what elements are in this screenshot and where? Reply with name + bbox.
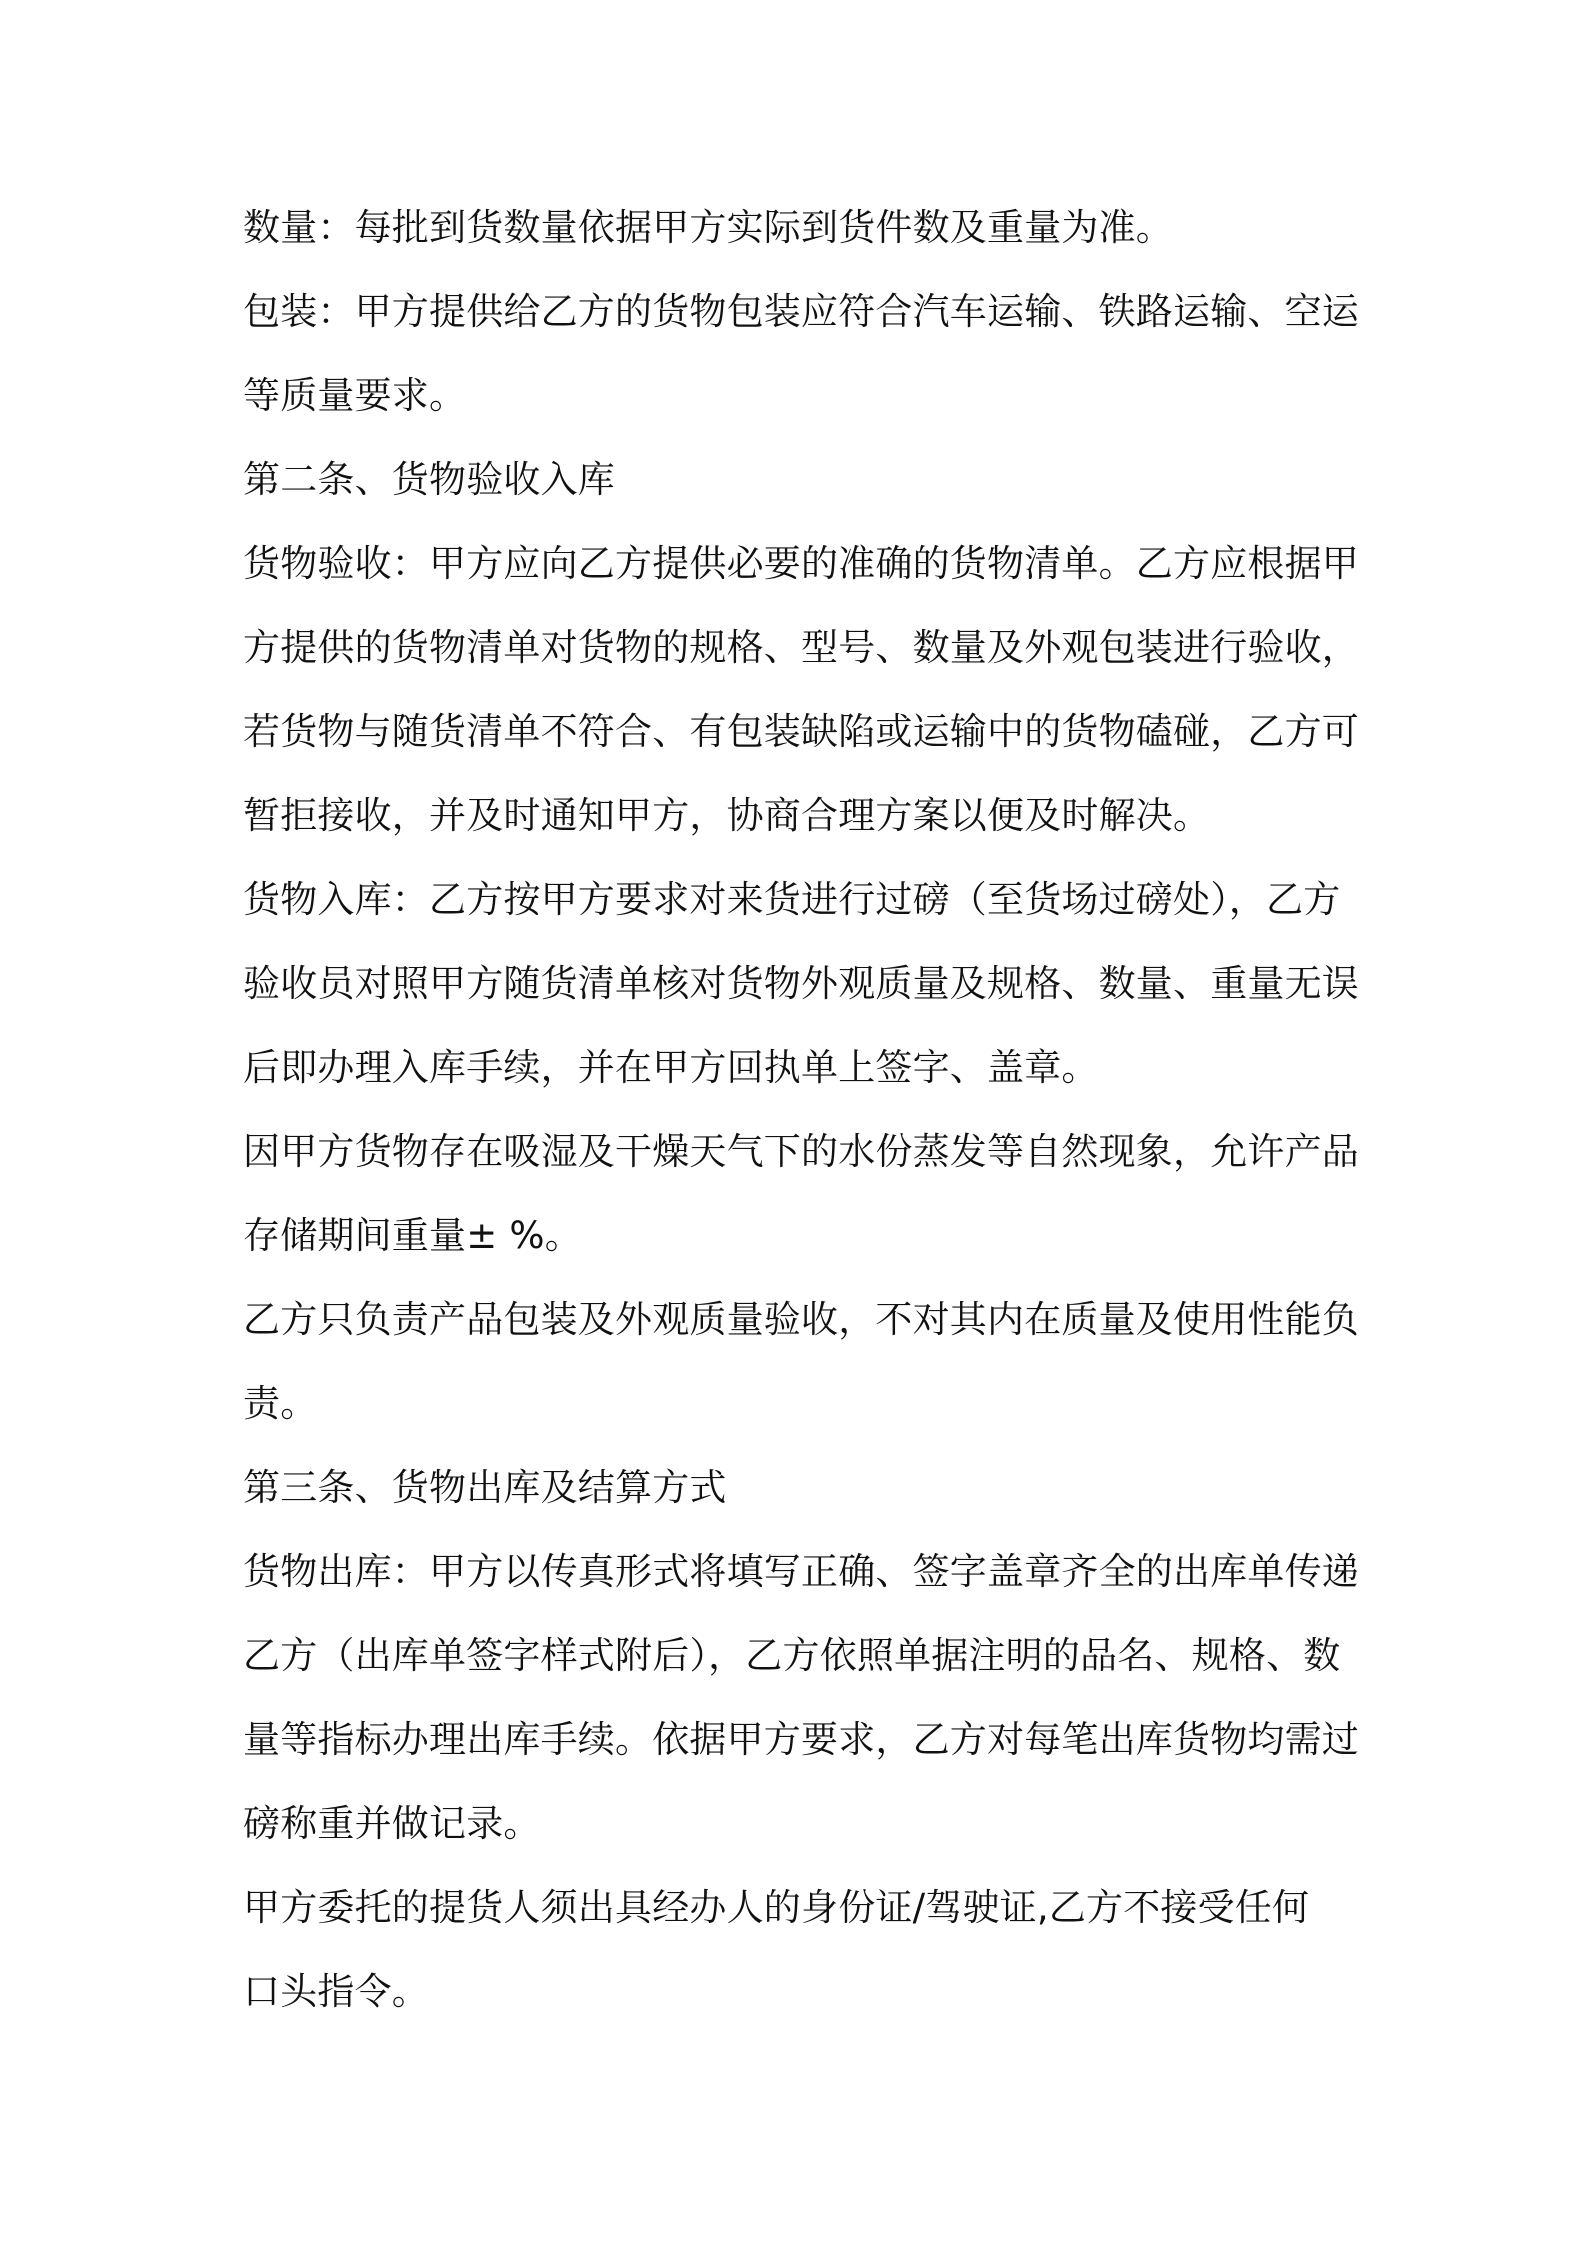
text-line-quantity: 数量：每批到货数量依据甲方实际到货件数及重量为准。	[243, 206, 1173, 249]
text-line: 暂拒接收，并及时通知甲方，协商合理方案以便及时解决。	[243, 794, 1211, 837]
text-line-inspection: 货物验收：甲方应向乙方提供必要的准确的货物清单。乙方应根据甲	[243, 542, 1359, 585]
text-line-outbound: 货物出库：甲方以传真形式将填写正确、签字盖章齐全的出库单传递	[243, 1550, 1359, 1593]
text-line: 责。	[243, 1382, 318, 1425]
text-line: 后即办理入库手续，并在甲方回执单上签字、盖章。	[243, 1046, 1099, 1089]
text-line: 乙方（出库单签字样式附后），乙方依照单据注明的品名、规格、数	[243, 1634, 1341, 1677]
text-line: 等质量要求。	[243, 374, 467, 417]
text-line: 磅称重并做记录。	[243, 1802, 541, 1845]
text-line: 验收员对照甲方随货清单核对货物外观质量及规格、数量、重量无误	[243, 962, 1359, 1005]
text-line-warehousing: 货物入库：乙方按甲方要求对来货进行过磅（至货场过磅处），乙方	[243, 878, 1341, 921]
text-line: 若货物与随货清单不符合、有包装缺陷或运输中的货物磕碰，乙方可	[243, 710, 1359, 753]
text-line-pickup: 甲方委托的提货人须出具经办人的身份证/驾驶证,乙方不接受任何	[243, 1886, 1310, 1929]
text-line-packaging: 包装：甲方提供给乙方的货物包装应符合汽车运输、铁路运输、空运	[243, 290, 1359, 333]
text-line: 方提供的货物清单对货物的规格、型号、数量及外观包装进行验收，	[243, 626, 1359, 669]
text-line-moisture: 因甲方货物存在吸湿及干燥天气下的水份蒸发等自然现象，允许产品	[243, 1130, 1359, 1173]
text-line: 口头指令。	[243, 1970, 429, 2013]
text-line: 存储期间重量± %。	[243, 1214, 582, 1257]
section-heading-article-2: 第二条、货物验收入库	[243, 458, 615, 501]
text-line: 量等指标办理出库手续。依据甲方要求，乙方对每笔出库货物均需过	[243, 1718, 1359, 1761]
text-line-responsibility: 乙方只负责产品包装及外观质量验收，不对其内在质量及使用性能负	[243, 1298, 1359, 1341]
section-heading-article-3: 第三条、货物出库及结算方式	[243, 1466, 727, 1509]
